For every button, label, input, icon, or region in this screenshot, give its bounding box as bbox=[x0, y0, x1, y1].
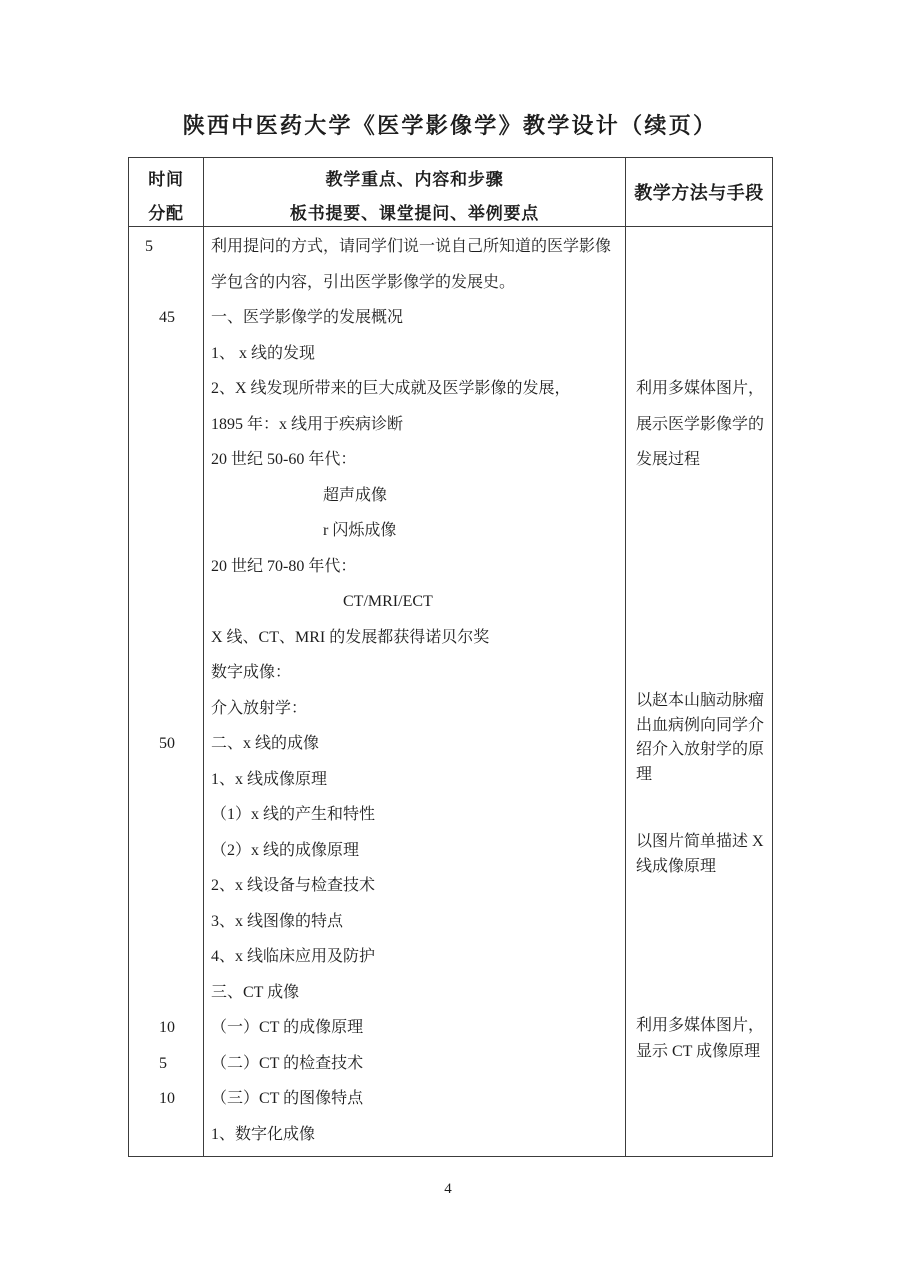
content-line: （1）x 线的产生和特性 bbox=[211, 806, 376, 823]
method-note-line: 以赵本山脑动脉瘤 bbox=[636, 692, 765, 709]
content-line: 一、医学影像学的发展概况 bbox=[211, 309, 404, 326]
header-time-line2: 分配 bbox=[148, 204, 184, 223]
table-header-row bbox=[129, 158, 772, 227]
header-teaching-method: 教学方法与手段 bbox=[634, 183, 764, 203]
content-line: 2、X 线发现所带来的巨大成就及医学影像的发展， bbox=[211, 380, 571, 397]
content-line: （二）CT 的检查技术 bbox=[211, 1054, 364, 1072]
method-note bbox=[626, 1017, 772, 1069]
time-allocation-value: 5 bbox=[145, 238, 153, 255]
content-line: X 线、CT、MRI 的发展都获得诺贝尔奖 bbox=[211, 628, 490, 646]
time-allocation-value: 50 bbox=[159, 735, 175, 752]
method-note-line: 利用多媒体图片， bbox=[636, 1017, 765, 1034]
method-note-line: 发展过程 bbox=[636, 451, 701, 468]
lesson-plan-table bbox=[128, 157, 773, 1157]
method-note-line: 理 bbox=[636, 766, 653, 784]
page-title: 陕西中医药大学《医学影像学》教学设计（续页） bbox=[182, 113, 718, 138]
time-cell bbox=[129, 227, 204, 1156]
time-allocation-value: 10 bbox=[159, 1090, 175, 1107]
method-note-line: 绍介入放射学的原 bbox=[636, 741, 765, 759]
content-line: 利用提问的方式，请同学们说一说自己所知道的医学影像 bbox=[211, 238, 612, 255]
time-allocation-value: 5 bbox=[159, 1054, 167, 1072]
header-content-line1: 教学重点、内容和步骤 bbox=[325, 170, 504, 189]
method-note-line: 显示 CT 成像原理 bbox=[636, 1043, 761, 1060]
content-line: 1、 x 线的发现 bbox=[211, 344, 316, 362]
method-cell bbox=[626, 227, 772, 1156]
content-line: 超声成像 bbox=[323, 486, 388, 504]
method-note bbox=[626, 833, 772, 883]
method-note-line: 展示医学影像学的 bbox=[636, 415, 765, 433]
content-line: 三、CT 成像 bbox=[211, 983, 300, 1001]
content-line: 2、x 线设备与检查技术 bbox=[211, 877, 376, 894]
page-number: 4 bbox=[444, 1181, 452, 1197]
method-note bbox=[626, 380, 772, 487]
content-line: 1、x 线成像原理 bbox=[211, 770, 328, 788]
content-line: 3、x 线图像的特点 bbox=[211, 912, 344, 930]
content-line: （三）CT 的图像特点 bbox=[211, 1090, 364, 1107]
content-line: 学包含的内容，引出医学影像学的发展史。 bbox=[211, 273, 516, 291]
method-note-line: 出血病例向同学介 bbox=[636, 716, 765, 734]
header-content-line2: 板书提要、课堂提问、举例要点 bbox=[289, 204, 540, 223]
content-line: 20 世纪 70-80 年代： bbox=[211, 557, 357, 575]
content-line: 1895 年：x 线用于疾病诊断 bbox=[211, 415, 404, 433]
content-line: 二、x 线的成像 bbox=[211, 735, 320, 752]
time-allocation-value: 45 bbox=[159, 309, 175, 326]
table-body-row bbox=[129, 227, 772, 1156]
content-line: r 闪烁成像 bbox=[323, 522, 397, 539]
content-cell bbox=[204, 227, 626, 1156]
content-line: 20 世纪 50-60 年代： bbox=[211, 451, 357, 468]
content-line: CT/MRI/ECT bbox=[343, 593, 433, 610]
content-line: （一）CT 的成像原理 bbox=[211, 1019, 364, 1036]
header-time-line1: 时间 bbox=[148, 170, 184, 189]
method-note-line: 利用多媒体图片， bbox=[636, 380, 765, 397]
method-note-line: 以图片简单描述 X bbox=[636, 833, 764, 850]
method-note-line: 线成像原理 bbox=[636, 858, 717, 875]
content-line: 数字成像： bbox=[211, 664, 292, 681]
content-line: 4、x 线临床应用及防护 bbox=[211, 948, 376, 965]
time-allocation-value: 10 bbox=[159, 1019, 175, 1036]
header-content-steps bbox=[204, 158, 626, 226]
header-time-allocation bbox=[129, 158, 204, 226]
content-line: 1、数字化成像 bbox=[211, 1125, 316, 1143]
content-line: （2）x 线的成像原理 bbox=[211, 841, 360, 859]
content-line: 介入放射学： bbox=[211, 699, 308, 717]
method-note bbox=[626, 692, 772, 791]
